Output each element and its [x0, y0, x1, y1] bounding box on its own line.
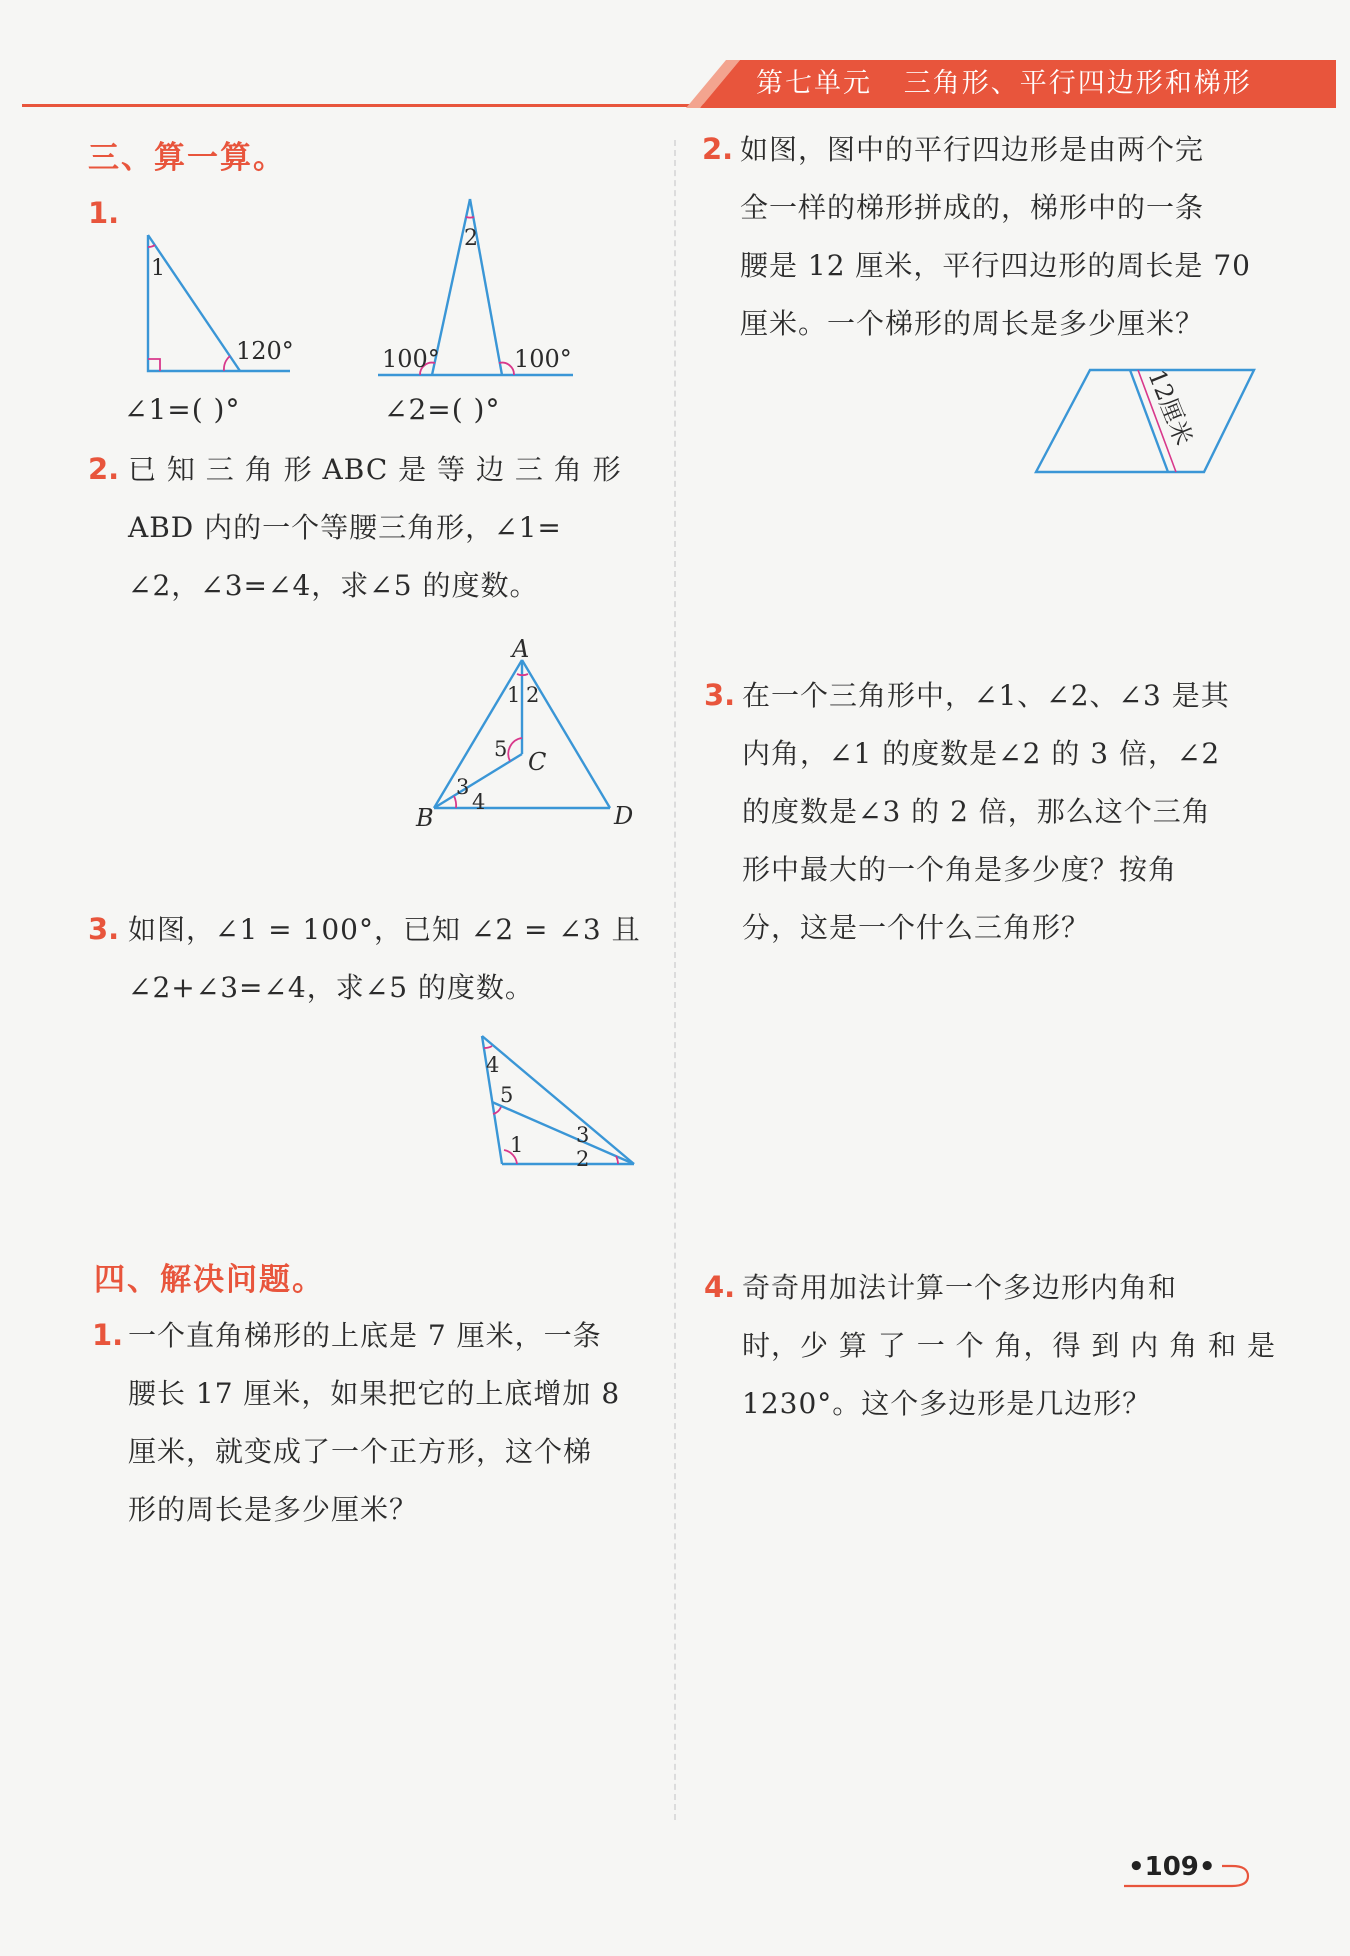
s3-q1-figure-right-triangle — [140, 225, 300, 375]
s3-q2-label-3: 3 — [456, 775, 470, 799]
page-number: •109• — [1128, 1852, 1216, 1882]
s3-q1-figure-isosceles-triangle — [378, 195, 578, 385]
s3-q1-number: 1. — [88, 196, 120, 230]
s3-q2-number: 2. — [88, 452, 120, 486]
header-title — [756, 64, 1252, 104]
s3-q3-label-1: 1 — [510, 1133, 524, 1157]
s3-q2-line: 已 知 三 角 形 ABC 是 等 边 三 角 形 — [128, 453, 622, 486]
s3-q3-label-5: 5 — [500, 1083, 514, 1107]
header-topic: 三角形、平行四边形和梯形 — [903, 68, 1252, 99]
s4-q1-line: 形的周长是多少厘米？ — [128, 1493, 419, 1526]
s3-q1-fig1-angle-120: 120° — [236, 337, 294, 365]
s3-q1-fig2-angle-left: 100° — [382, 345, 440, 373]
r-q4-line: 奇奇用加法计算一个多边形内角和 — [742, 1271, 1178, 1304]
r-q2-fig-label: 12厘米 — [1142, 365, 1198, 450]
s3-q1-fig2-angle-right: 100° — [514, 345, 572, 373]
header-unit: 第七单元 — [756, 68, 872, 99]
s3-q2-vertex-d: D — [614, 802, 634, 830]
s3-q2-vertex-c: C — [528, 748, 547, 776]
r-q2-line: 全一样的梯形拼成的，梯形中的一条 — [740, 191, 1205, 224]
r-q2-line: 厘米。一个梯形的周长是多少厘米？ — [740, 307, 1205, 340]
section-3-title: 三、算一算。 — [88, 140, 286, 176]
column-divider — [674, 140, 676, 1820]
r-q4-line: 1230°。这个多边形是几边形？ — [742, 1387, 1152, 1420]
s3-q2-vertex-a: A — [512, 635, 530, 663]
s3-q3-number: 3. — [88, 912, 120, 946]
r-q3-line: 在一个三角形中，∠1、∠2、∠3 是其 — [742, 679, 1230, 712]
s3-q2-figure-triangle-abd — [410, 630, 640, 830]
r-q3-number: 3. — [704, 678, 736, 712]
r-q2-number: 2. — [702, 132, 734, 166]
s3-q3-label-3: 3 — [576, 1123, 590, 1147]
s3-q3-figure-triangle — [476, 1030, 646, 1175]
s4-q1-line: 腰长 17 厘米，如果把它的上底增加 8 — [128, 1377, 621, 1410]
r-q3-line: 内角，∠1 的度数是∠2 的 3 倍，∠2 — [742, 737, 1221, 770]
s3-q3-line: 如图，∠1 = 100°，已知 ∠2 = ∠3 且 — [128, 913, 641, 946]
s3-q2-label-1: 1 — [507, 683, 521, 707]
r-q4-line: 时，少 算 了 一 个 角，得 到 内 角 和 是 — [742, 1329, 1277, 1362]
s3-q2-label-2: 2 — [526, 683, 540, 707]
page-number-swoosh — [1120, 1860, 1260, 1890]
s4-q1-line: 一个直角梯形的上底是 7 厘米，一条 — [128, 1319, 602, 1352]
r-q3-line: 形中最大的一个角是多少度？按角 — [742, 853, 1178, 886]
s3-q3-label-2: 2 — [576, 1147, 590, 1171]
s3-q1-answer-1: ∠1=( )° — [124, 393, 241, 426]
s3-q2-line: ∠2，∠3=∠4，求∠5 的度数。 — [128, 569, 539, 602]
s3-q1-fig1-label-1: 1 — [151, 256, 165, 281]
r-q3-line: 的度数是∠3 的 2 倍，那么这个三角 — [742, 795, 1211, 828]
r-q4-number: 4. — [704, 1270, 736, 1304]
s4-q1-number: 1. — [92, 1318, 124, 1352]
s3-q2-line: ABD 内的一个等腰三角形，∠1= — [128, 511, 562, 544]
s3-q2-vertex-b: B — [416, 804, 434, 832]
r-q3-line: 分，这是一个什么三角形？ — [742, 911, 1091, 944]
s3-q3-line: ∠2+∠3=∠4，求∠5 的度数。 — [128, 971, 534, 1004]
s3-q3-label-4: 4 — [486, 1053, 500, 1077]
r-q2-line: 腰是 12 厘米，平行四边形的周长是 70 — [740, 249, 1251, 282]
s3-q1-answer-2: ∠2=( )° — [384, 393, 501, 426]
r-q2-figure-parallelogram — [1030, 364, 1260, 479]
s4-q1-line: 厘米，就变成了一个正方形，这个梯 — [128, 1435, 593, 1468]
r-q2-line: 如图，图中的平行四边形是由两个完 — [740, 133, 1205, 166]
section-4-title: 四、解决问题。 — [94, 1262, 325, 1298]
s3-q2-label-4: 4 — [472, 790, 486, 814]
s3-q2-label-5: 5 — [494, 737, 508, 761]
s3-q1-fig2-label-2: 2 — [464, 226, 478, 251]
